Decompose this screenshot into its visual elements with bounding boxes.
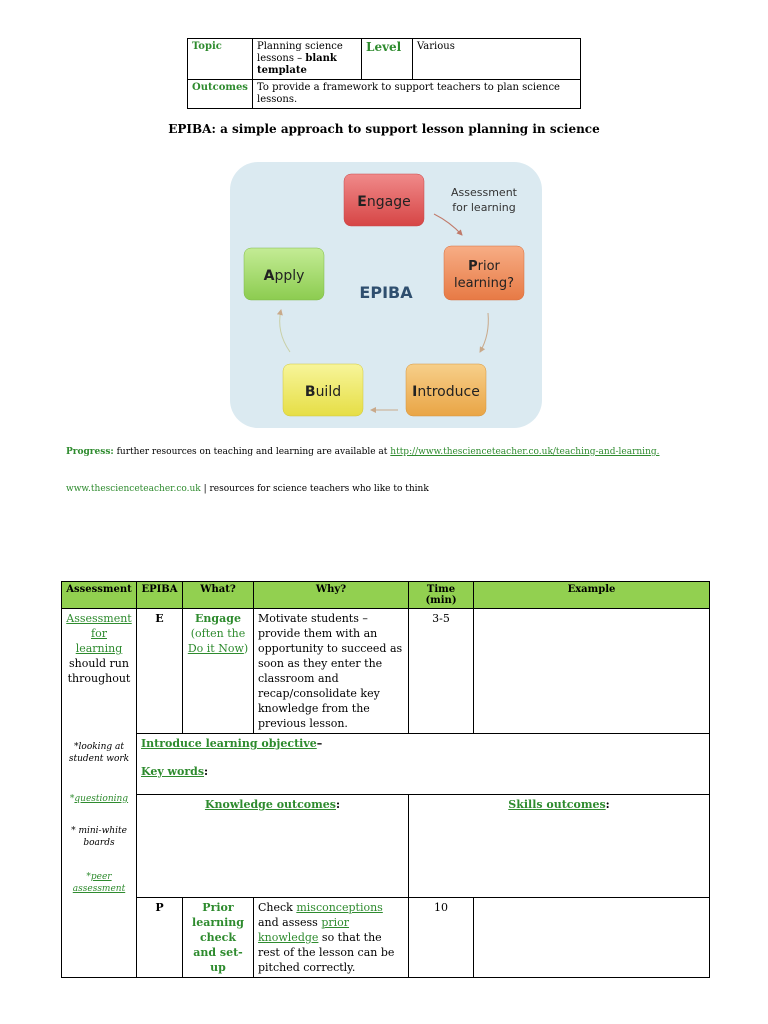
prior-why: Check misconceptions and assess prior knowledge so that the rest of the lesson can be pitched correctly. (254, 898, 409, 978)
svg-text:learning?: learning? (454, 276, 514, 291)
node-introduce (406, 364, 486, 416)
engage-example[interactable] (474, 609, 710, 734)
topic-label: Topic (188, 39, 253, 80)
node-prior-learning (444, 246, 524, 300)
site-url[interactable]: www.thescienceteacher.co.uk (66, 484, 201, 494)
svg-text:Engage: Engage (357, 194, 411, 210)
prior-example[interactable] (474, 898, 710, 978)
engage-why: Motivate students – provide them with an opportunity to succeed as soon as they enter the classroom and recap/consolidate key knowledge from the previous lesson. (254, 609, 409, 734)
topic-value: Planning science lessons – blank template (253, 39, 362, 80)
knowledge-outcomes-cell[interactable]: Knowledge outcomes: (137, 795, 409, 898)
peer-assessment-link[interactable]: peer assessment (72, 872, 126, 894)
resources-link[interactable]: http://www.thescienceteacher.co.uk/teaching-and-learning. (390, 447, 660, 457)
site-tagline-text: | resources for science teachers who like to think (200, 484, 429, 494)
prior-what: Prior learning check and set-up (183, 898, 254, 978)
diagram-annotation-line1: Assessment (451, 186, 517, 199)
page-title: EPIBA: a simple approach to support lesson planning in science (168, 122, 600, 136)
outcomes-value: To provide a framework to support teachers to plan science lessons. (253, 80, 581, 109)
prior-time: 10 (409, 898, 474, 978)
skills-outcomes-label[interactable]: Skills outcomes (508, 798, 606, 811)
header-epiba: EPIBA (137, 582, 183, 609)
header-what: What? (183, 582, 254, 609)
table-header-row (62, 582, 710, 609)
prior-code: P (137, 898, 183, 978)
note-looking-at-student-work: *looking at student work (68, 742, 130, 764)
diagram-center-label: EPIBA (359, 283, 413, 302)
table-row-outcomes (62, 795, 710, 898)
table-row-engage (62, 609, 710, 734)
outcomes-label: Outcomes (188, 80, 253, 109)
table-row-objective (62, 734, 710, 795)
svg-text:Prior: Prior (468, 259, 500, 274)
skills-outcomes-cell[interactable]: Skills outcomes: (409, 795, 710, 898)
progress-label: Progress: (66, 447, 114, 457)
do-it-now-link[interactable]: Do it Now (187, 642, 244, 655)
lesson-plan-table (61, 581, 710, 978)
questioning-link[interactable]: questioning (74, 794, 129, 804)
header-table (187, 38, 581, 109)
node-engage (344, 174, 424, 226)
site-tagline (66, 484, 429, 494)
note-mini-white-boards: * mini-white boards (71, 826, 127, 848)
progress-text: further resources on teaching and learning are available at (113, 447, 391, 457)
engage-time: 3-5 (409, 609, 474, 734)
level-value: Various (413, 39, 581, 80)
diagram-annotation-line2: for learning (452, 201, 516, 214)
assessment-rest-text: should run throughout (67, 657, 131, 685)
progress-line (66, 447, 659, 457)
header-assessment: Assessment (62, 582, 137, 609)
objective-cell[interactable]: Introduce learning objective– Key words: (137, 734, 710, 795)
assessment-for-learning-link[interactable]: Assessment for learning (66, 612, 132, 655)
misconceptions-link[interactable]: misconceptions (296, 901, 383, 914)
svg-text:Apply: Apply (263, 268, 305, 284)
note-peer-assessment: *peer assessment (72, 872, 126, 894)
header-time: Time (min) (409, 582, 474, 609)
keywords-label[interactable]: Key words (141, 765, 205, 778)
engage-what: Engage (often the Do it Now) (183, 609, 254, 734)
level-label: Level (362, 39, 413, 80)
table-row-prior (62, 898, 710, 978)
node-apply (244, 248, 324, 300)
knowledge-outcomes-label[interactable]: Knowledge outcomes (204, 798, 336, 811)
svg-text:Build: Build (304, 384, 342, 400)
prior-knowledge-link[interactable]: prior knowledge (258, 916, 350, 944)
note-questioning: *questioning (69, 794, 129, 804)
epiba-cycle-diagram (228, 160, 544, 430)
objective-label[interactable]: Introduce learning objective (141, 737, 317, 750)
node-build (283, 364, 363, 416)
header-example: Example (474, 582, 710, 609)
engage-code: E (137, 609, 183, 734)
header-why: Why? (254, 582, 409, 609)
svg-text:Introduce: Introduce (412, 384, 480, 400)
assessment-cell (62, 609, 137, 978)
